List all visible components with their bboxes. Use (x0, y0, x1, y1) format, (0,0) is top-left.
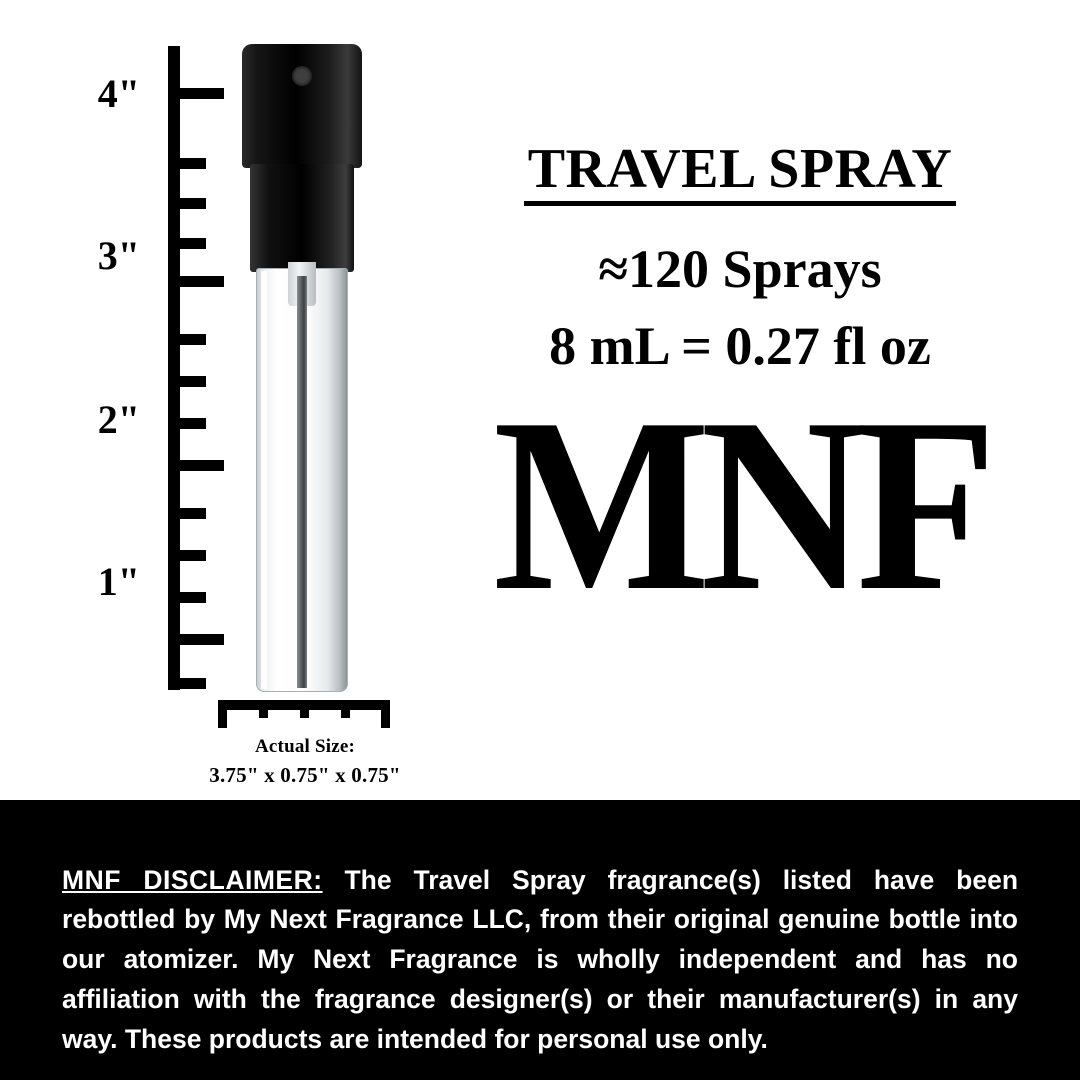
ruler-label-3in: 3" (97, 233, 140, 278)
ruler-tick-major (381, 700, 390, 728)
ruler-label-1in: 1" (97, 559, 140, 604)
mnf-logo: MNF (493, 366, 987, 642)
spray-count: ≈120 Sprays (598, 238, 882, 299)
ruler-tick-minor (180, 592, 206, 603)
ruler-tick-major (180, 276, 224, 287)
ruler-label-2in: 2" (97, 397, 140, 442)
ruler-tick-minor (300, 700, 309, 718)
product-info-column (430, 138, 1050, 642)
ruler-tick-minor (180, 418, 206, 429)
ruler-tick-minor (180, 376, 206, 387)
ruler-label-4in: 4" (97, 71, 140, 116)
ruler-tick-minor (180, 238, 206, 249)
ruler-tick-minor (180, 158, 206, 169)
dip-tube (297, 276, 307, 688)
actual-size-value: 3.75" x 0.75" x 0.75" (209, 763, 401, 787)
volume-text: 8 mL = 0.27 fl oz (549, 316, 931, 377)
travel-spray-bottle (238, 44, 366, 692)
glass-highlight (261, 271, 267, 689)
ruler-tick-major (180, 460, 224, 471)
ruler-tick-minor (341, 700, 350, 718)
bottle-collar (250, 164, 354, 272)
ruler-tick-minor (180, 678, 206, 689)
horizontal-ruler (218, 700, 390, 734)
ruler-tick-minor (180, 550, 206, 561)
actual-size-caption (180, 736, 430, 788)
ruler-tick-minor (180, 334, 206, 345)
ruler-tick-minor (259, 700, 268, 718)
disclaimer-body: The Travel Spray fragrance(s) listed have been rebottled by My Next Fragrance LLC, from their original genuine bottle into our atomizer. My Next Fragrance is wholly independent and has no affiliation with the fragrance designer(s) or their manufacturer(s) in any way. These products are intended for personal use only. (62, 864, 1019, 1054)
disclaimer-label: MNF DISCLAIMER: (62, 864, 323, 895)
ruler-tick-minor (180, 198, 206, 209)
spray-nozzle-hole (292, 66, 312, 86)
ruler-spine (168, 46, 180, 690)
disclaimer-paragraph (62, 861, 1018, 1060)
actual-size-label: Actual Size: (254, 736, 356, 757)
ruler-tick-minor (180, 508, 206, 519)
ruler-tick-major (180, 88, 224, 99)
product-title: TRAVEL SPRAY (524, 140, 957, 206)
ruler-tick-major (218, 700, 227, 728)
bottle-cap (242, 44, 362, 168)
vertical-ruler (168, 46, 214, 690)
disclaimer-bar (0, 800, 1080, 1080)
ruler-tick-major (180, 634, 224, 645)
